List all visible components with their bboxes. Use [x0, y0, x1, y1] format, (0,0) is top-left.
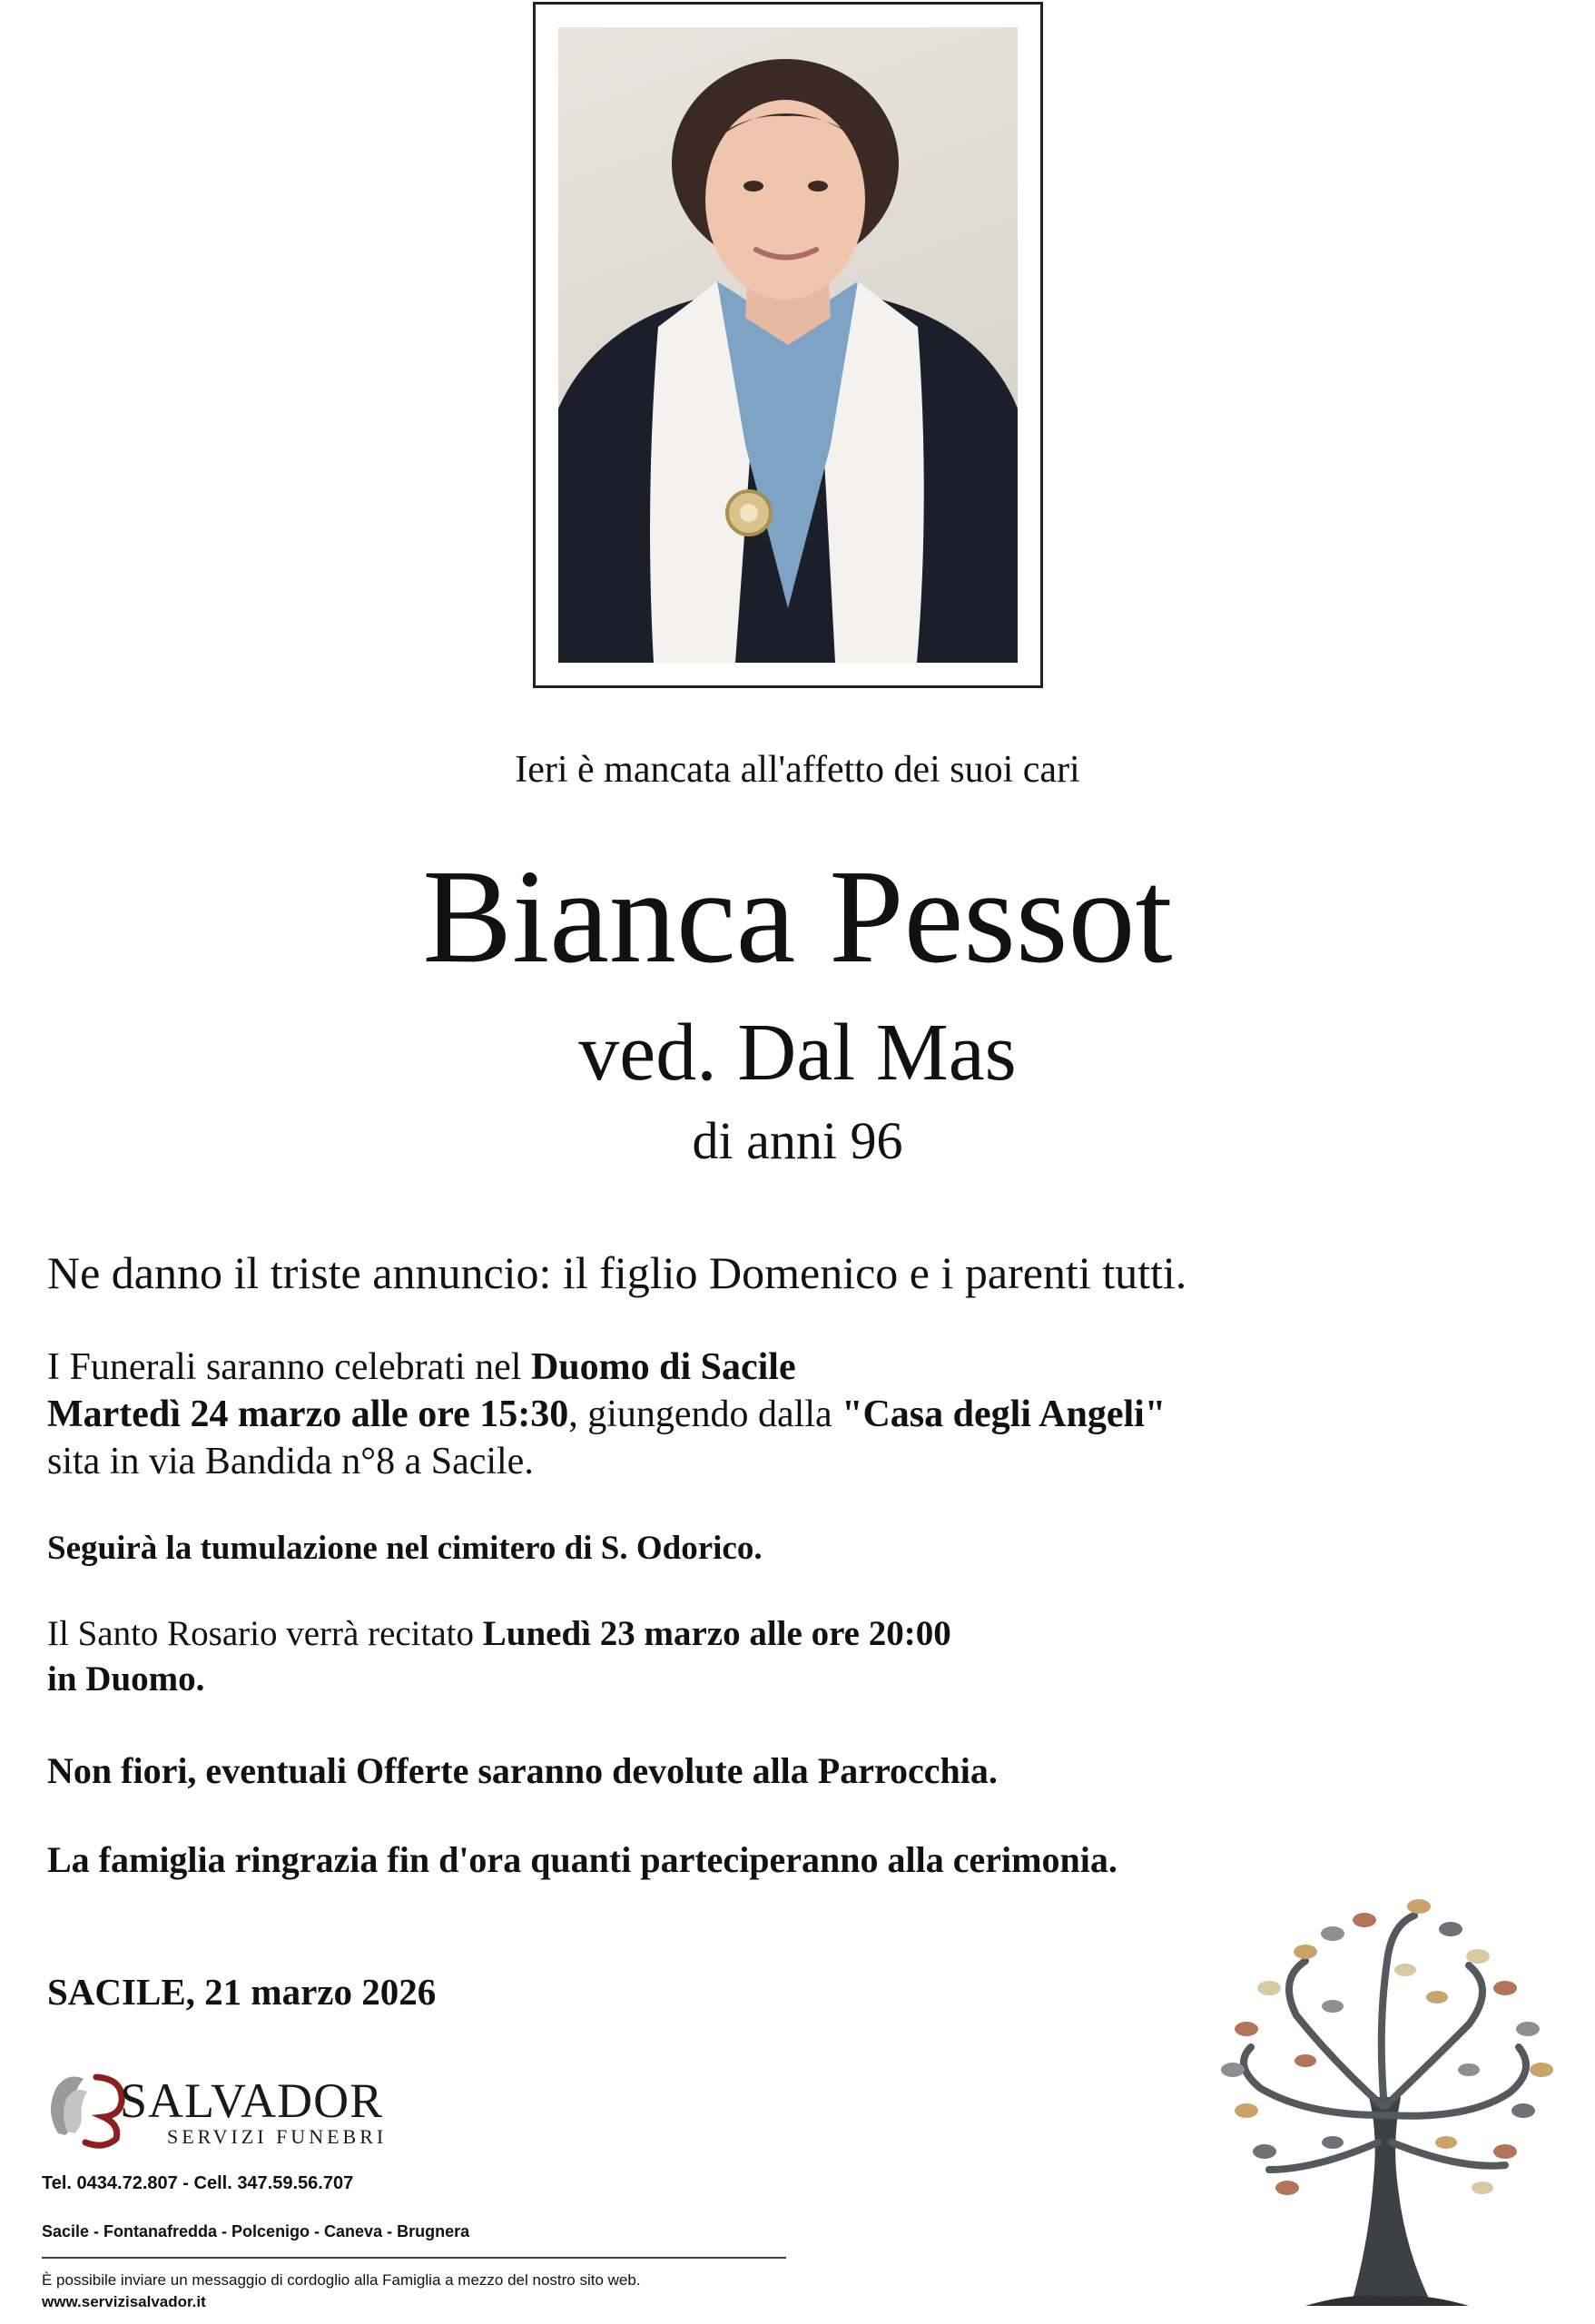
- portrait-photo: [558, 27, 1018, 663]
- company-logo: [40, 2061, 421, 2152]
- funeral-middle: , giungendo dalla: [568, 1393, 842, 1435]
- rosary-paragraph: [47, 1611, 1318, 1702]
- funeral-church: Duomo di Sacile: [530, 1346, 796, 1388]
- funeral-address: sita in via Bandida n°8 a Sacile.: [47, 1441, 534, 1482]
- company-contacts: Tel. 0434.72.807 - Cell. 347.59.56.707: [42, 2173, 354, 2193]
- divider: [42, 2257, 786, 2259]
- condolence-note: [42, 2270, 641, 2313]
- portrait-illustration: [558, 27, 1018, 663]
- flowers-text: Non fiori, eventuali Offerte saranno devolute alla Parrocchia.: [47, 1750, 998, 1791]
- burial-text: Seguirà la tumulazione nel cimitero di S. Odorico.: [47, 1530, 763, 1567]
- age-text: di anni 96: [692, 1111, 903, 1170]
- funeral-datetime: Martedì 24 marzo alle ore 15:30: [47, 1393, 569, 1435]
- company-name: SALVADOR: [120, 2073, 384, 2128]
- funeral-prefix: I Funerali saranno celebrati nel: [47, 1346, 531, 1388]
- angel-wing-icon: [40, 2061, 131, 2152]
- rosary-datetime: Lunedì 23 marzo alle ore 20:00: [482, 1614, 951, 1653]
- intro-text: Ieri è mancata all'affetto dei suoi cari: [515, 749, 1080, 791]
- rosary-place: in Duomo.: [47, 1659, 205, 1699]
- married-name: ved. Dal Mas: [578, 1008, 1017, 1098]
- deceased-name: Bianca Pessot: [422, 842, 1173, 991]
- funeral-paragraph: [47, 1344, 1318, 1485]
- tree-illustration: [1196, 1879, 1578, 2315]
- announcement-text: Ne danno il triste annuncio: il figlio Domenico e i parenti tutti.: [47, 1247, 1187, 1298]
- portrait-frame: [533, 2, 1043, 688]
- rosary-prefix: Il Santo Rosario verrà recitato: [47, 1614, 483, 1653]
- tree-of-life-icon: [1196, 1879, 1578, 2315]
- thanks-text: La famiglia ringrazia fin d'ora quanti parteciperanno alla cerimonia.: [47, 1839, 1117, 1880]
- condolence-note-text: È possibile inviare un messaggio di cordoglio alla Famiglia a mezzo del nostro sito web.: [42, 2271, 641, 2289]
- website-link[interactable]: www.servizisalvador.it: [42, 2293, 206, 2310]
- company-subtitle: SERVIZI FUNEBRI: [167, 2125, 388, 2148]
- funeral-origin: "Casa degli Angeli": [842, 1393, 1167, 1435]
- place-date: SACILE, 21 marzo 2026: [47, 1971, 437, 2013]
- company-towns: Sacile - Fontanafredda - Polcenigo - Caneva - Brugnera: [42, 2222, 470, 2240]
